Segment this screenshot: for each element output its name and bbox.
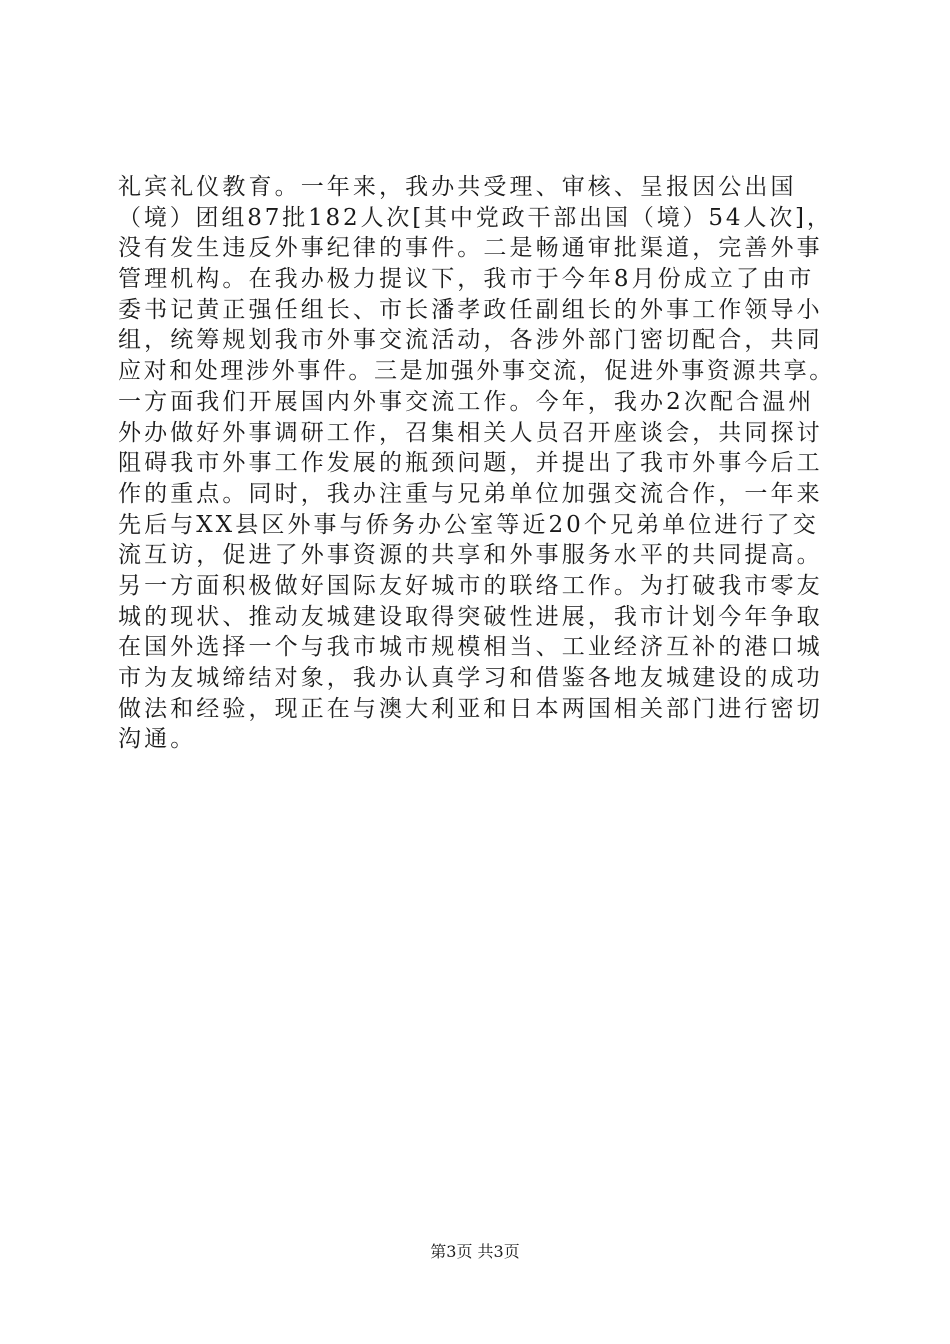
text-line: 市为友城缔结对象，我办认真学习和借鉴各地友城建设的成功 bbox=[118, 665, 823, 691]
text-line: 组，统筹规划我市外事交流活动，各涉外部门密切配合，共同 bbox=[118, 327, 823, 354]
text-line: 作的重点。同时，我办注重与兄弟单位加强交流合作，一年来 bbox=[118, 480, 823, 507]
text-line: 外办做好外事调研工作，召集相关人员召开座谈会，共同探讨 bbox=[118, 419, 823, 446]
document-body bbox=[118, 172, 838, 755]
text-line: （境）团组87批182人次[其中党政干部出国（境）54人次]， bbox=[118, 204, 833, 231]
text-line: 没有发生违反外事纪律的事件。二是畅通审批渠道，完善外事 bbox=[118, 235, 823, 262]
text-line: 礼宾礼仪教育。一年来，我办共受理、审核、呈报因公出国 bbox=[118, 174, 797, 200]
text-line: 在国外选择一个与我市城市规模相当、工业经济互补的港口城 bbox=[118, 634, 823, 661]
text-line: 流互访，促进了外事资源的共享和外事服务水平的共同提高。 bbox=[118, 542, 823, 569]
page-footer: 第3页 共3页 bbox=[430, 1242, 520, 1261]
text-line: 一方面我们开展国内外事交流工作。今年，我办2次配合温州 bbox=[118, 388, 815, 415]
text-line: 阻碍我市外事工作发展的瓶颈问题，并提出了我市外事今后工 bbox=[118, 450, 823, 477]
text-line: 另一方面积极做好国际友好城市的联络工作。为打破我市零友 bbox=[118, 572, 823, 599]
text-line: 管理机构。在我办极力提议下，我市于今年8月份成立了由市 bbox=[118, 266, 815, 293]
text-line: 城的现状、推动友城建设取得突破性进展，我市计划今年争取 bbox=[118, 603, 823, 630]
text-line: 沟通。 bbox=[118, 726, 197, 753]
text-line: 应对和处理涉外事件。三是加强外事交流，促进外事资源共享。 bbox=[118, 358, 835, 385]
text-line: 委书记黄正强任组长、市长潘孝政任副组长的外事工作领导小 bbox=[118, 296, 823, 323]
text-line: 做法和经验，现正在与澳大利亚和日本两国相关部门进行密切 bbox=[118, 695, 823, 722]
text-line: 先后与XX县区外事与侨务办公室等近20个兄弟单位进行了交 bbox=[118, 511, 819, 538]
